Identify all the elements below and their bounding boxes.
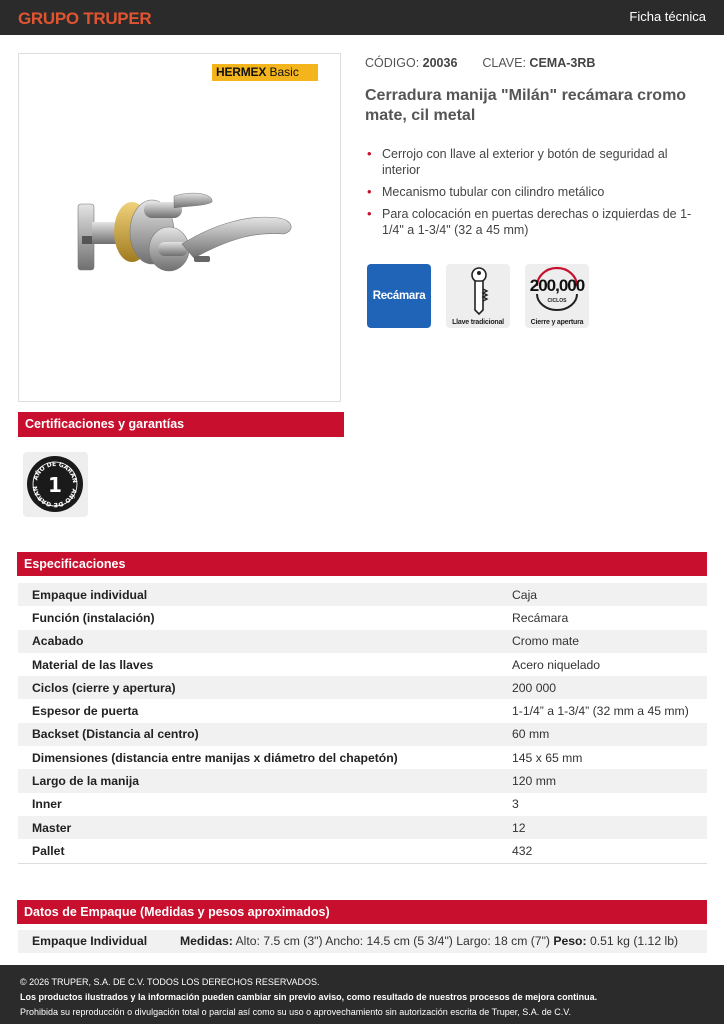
footer <box>0 965 724 1024</box>
table-row <box>18 769 707 792</box>
empaque-header: Datos de Empaque (Medidas y pesos aproximados) <box>17 900 707 924</box>
key-caption: Llave tradicional <box>452 319 504 326</box>
recamara-icon: Recámara <box>367 264 431 328</box>
empaque-label: Empaque Individual <box>32 934 148 948</box>
table-row <box>18 630 707 653</box>
empaque-row <box>18 930 707 953</box>
table-row <box>18 723 707 746</box>
warranty-number: 1 <box>48 473 62 497</box>
lever-lock-image <box>74 184 294 284</box>
codigo-label: CÓDIGO: <box>365 56 420 70</box>
spec-key: Inner <box>32 797 62 812</box>
spec-key: Ciclos (cierre y apertura) <box>18 676 512 699</box>
truper-logo: GRUPO TRUPER <box>18 9 152 28</box>
table-row <box>18 653 707 676</box>
peso-value: 0.51 kg (1.12 lb) <box>589 934 679 948</box>
spec-key: Material de las llaves <box>32 657 154 672</box>
spec-key: Dimensiones (distancia entre manijas x diámetro del chapetón) <box>32 750 398 765</box>
spec-value: 432 <box>512 843 533 858</box>
spec-value: Cromo mate <box>512 630 707 653</box>
table-row <box>18 676 707 699</box>
table-row <box>18 793 707 816</box>
cycles-caption: Cierre y apertura <box>530 319 584 326</box>
feature-list <box>365 146 700 244</box>
cycles-icon <box>525 264 589 328</box>
divider <box>18 863 707 864</box>
brand-logo <box>212 64 318 81</box>
codigo-value: 20036 <box>422 56 458 70</box>
spec-key: Empaque individual <box>18 583 512 606</box>
warranty-badge-icon <box>23 452 88 517</box>
warranty-seal <box>23 452 88 517</box>
clave-value: CEMA-3RB <box>529 56 596 70</box>
top-bar <box>0 0 724 35</box>
feature-item: • Para colocación en puertas derechas o izquierdas de 1-1/4" a 1-3/4" (32 a 45 mm) <box>365 206 700 238</box>
spec-value: 120 mm <box>512 769 707 792</box>
key-icon <box>446 264 510 328</box>
feature-item: • Cerrojo con llave al exterior y botón de seguridad al interior <box>365 146 700 178</box>
table-row <box>18 606 707 629</box>
cycles-number: 200,000 <box>529 276 585 295</box>
spec-value: 12 <box>512 816 707 839</box>
table-row <box>18 583 707 606</box>
spec-value: 200 000 <box>512 676 707 699</box>
empaque-value <box>180 930 678 953</box>
peso-label: Peso: <box>553 934 587 948</box>
certificaciones-header: Certificaciones y garantías <box>18 412 344 437</box>
spec-key: Master <box>18 816 512 839</box>
spec-key: Acabado <box>18 630 512 653</box>
spec-key: Función (instalación) <box>32 610 155 625</box>
doc-type-label: Ficha técnica <box>629 9 706 24</box>
warranty-text-top: AÑO DE GARAN <box>32 460 79 484</box>
brand-light: Basic <box>269 65 299 79</box>
footer-legal: Prohibida su reproducción o divulgación total o parcial así como su uso o aprovechamiento sin autorización escrita de Truper, S.A. de C.V. <box>20 1007 571 1017</box>
table-row <box>18 839 707 862</box>
spec-value: Acero niquelado <box>512 657 601 672</box>
clave-label: CLAVE: <box>482 56 526 70</box>
spec-value: 145 x 65 mm <box>512 750 583 765</box>
spec-value: 3 <box>512 797 519 812</box>
warranty-text-bottom: AÑO DE GARAN <box>31 485 78 509</box>
spec-key: Espesor de puerta <box>32 704 139 719</box>
spec-value: 60 mm <box>512 723 707 746</box>
product-photo <box>18 53 341 402</box>
product-title: Cerradura manija "Milán" recámara cromo mate, cil metal <box>365 87 687 124</box>
spec-value: Recámara <box>512 610 569 625</box>
cycles-small: CICLOS <box>547 298 567 304</box>
spec-value: Caja <box>512 583 707 606</box>
table-row <box>18 816 707 839</box>
product-codes <box>365 56 595 70</box>
spec-value: 1-1/4” a 1-3/4” (32 mm a 45 mm) <box>512 704 689 719</box>
spec-table <box>18 583 707 863</box>
brand-bold: HERMEX <box>216 65 267 79</box>
especificaciones-header: Especificaciones <box>17 552 707 576</box>
medidas-value: Alto: 7.5 cm (3") Ancho: 14.5 cm (5 3/4") Largo: 18 cm (7") <box>235 934 550 948</box>
table-row <box>18 746 707 769</box>
spec-key: Largo de la manija <box>18 769 512 792</box>
spec-key: Backset (Distancia al centro) <box>18 723 512 746</box>
feature-item: • Mecanismo tubular con cilindro metálico <box>365 184 700 200</box>
spec-key: Pallet <box>32 843 65 858</box>
footer-copyright: © 2026 TRUPER, S.A. DE C.V. TODOS LOS DERECHOS RESERVADOS. <box>20 977 320 987</box>
footer-disclaimer: Los productos ilustrados y la información pueden cambiar sin previo aviso, como resultado de nuestros procesos de mejora continua. <box>20 992 598 1002</box>
table-row <box>18 699 707 722</box>
medidas-label: Medidas: <box>180 934 233 948</box>
key-glyph <box>446 264 510 316</box>
